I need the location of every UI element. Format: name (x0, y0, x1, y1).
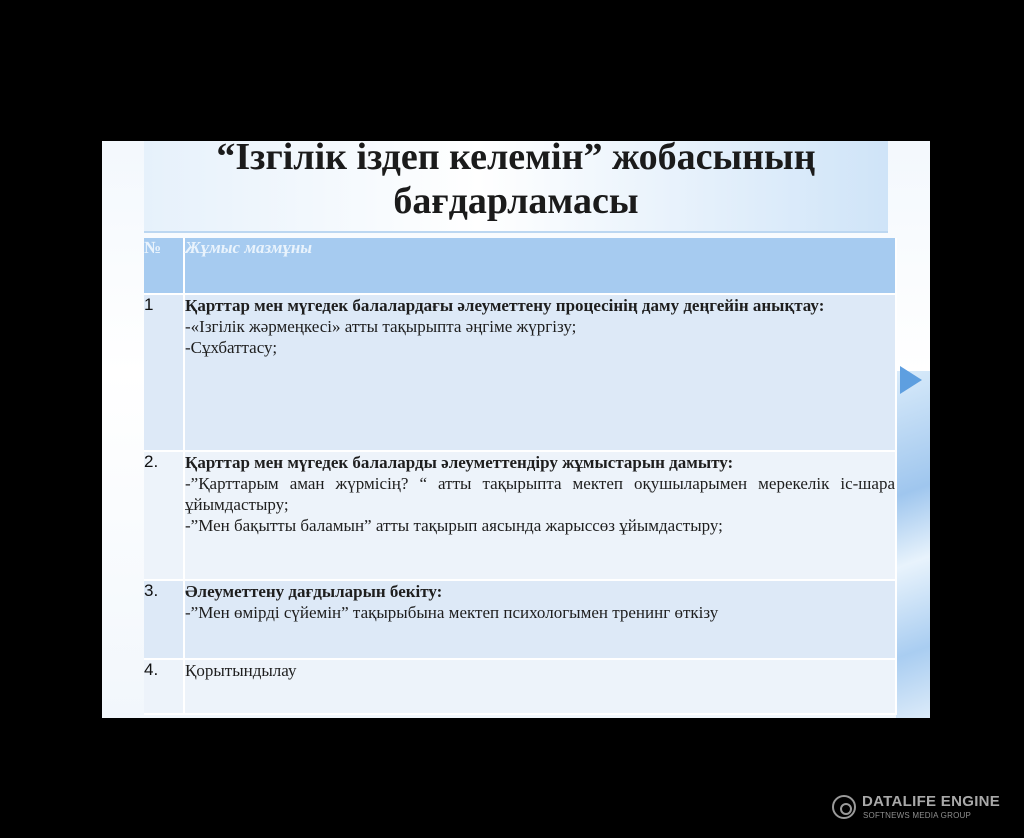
row-lead: Әлеуметтену дағдыларын бекіту: (185, 582, 443, 601)
row-item: -«Ізгілік жәрмеңкесі» атты тақырыпта әңгіме жүргізу; (185, 317, 577, 336)
row-number: 1 (144, 294, 184, 451)
row-item: -Сұхбаттасу; (185, 338, 278, 357)
row-content (184, 294, 896, 451)
row-item: -”Мен өмірді сүйемін” тақырыбына мектеп психологымен тренинг өткізу (185, 603, 719, 622)
table-row (144, 451, 896, 580)
watermark-title: DATALIFE ENGINE (862, 793, 1001, 810)
header-number: № (144, 238, 184, 294)
row-content (184, 451, 896, 580)
watermark-logo (830, 793, 1010, 825)
datalife-logo-icon (832, 795, 856, 819)
row-number: 3. (144, 580, 184, 659)
decorative-arrow-icon (900, 366, 922, 394)
slide-title (144, 141, 888, 233)
row-content (184, 659, 896, 714)
program-table (144, 238, 897, 715)
watermark-subtitle: SOFTNEWS MEDIA GROUP (863, 811, 972, 820)
row-item: -”Мен бақытты баламын” атты тақырып аясында жарыссөз ұйымдастыру; (185, 516, 723, 535)
slide-title-line-1: “Ізгілік іздеп келемін” жобасының (216, 141, 816, 178)
row-number: 4. (144, 659, 184, 714)
header-content: Жұмыс мазмұны (184, 238, 896, 294)
row-lead: Қарттар мен мүгедек балалардағы әлеуметтену процесінің даму деңгейін анықтау: (185, 296, 825, 315)
presentation-slide (102, 141, 930, 718)
table-header-row (144, 238, 896, 294)
table-row (144, 294, 896, 451)
row-item: -”Қарттарым аман жүрмісің? “ атты тақырыпта мектеп оқушыларымен мерекелік іс-шара ұйымдастыру; (185, 474, 895, 514)
row-lead: Қарттар мен мүгедек балаларды әлеуметтендіру жұмыстарын дамыту: (185, 453, 734, 472)
decorative-snowflake-strip (896, 371, 930, 718)
slide-title-line-2: бағдарламасы (393, 180, 639, 222)
row-number: 2. (144, 451, 184, 580)
table-row (144, 580, 896, 659)
table-row (144, 659, 896, 714)
row-content (184, 580, 896, 659)
row-item: Қорытындылау (185, 661, 297, 680)
